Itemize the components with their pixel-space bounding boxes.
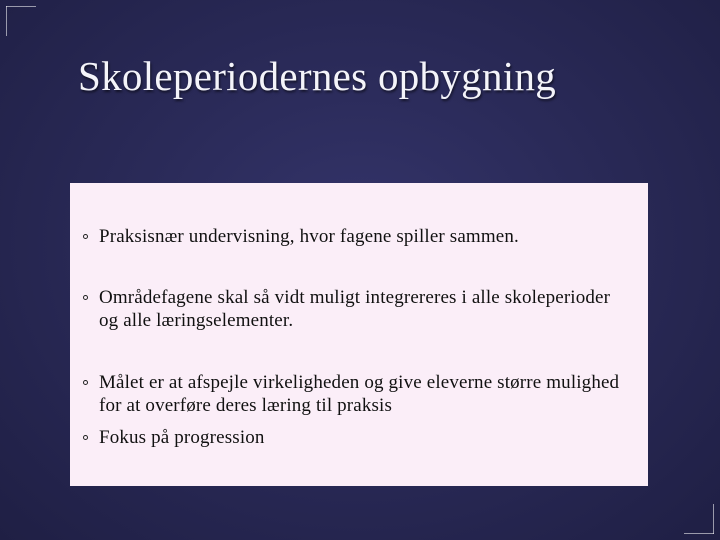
frame-bottom-right-horizontal: [684, 533, 714, 534]
hollow-circle-icon: [83, 435, 88, 440]
bullet-text: Områdefagene skal så vidt muligt integrereres i alle skoleperioder og alle læringselementer.: [99, 287, 611, 331]
slide-title: Skoleperiodernes opbygning: [78, 53, 557, 99]
bullet-text: Praksisnær undervisning, hvor fagene spiller sammen.: [99, 226, 519, 247]
frame-bottom-right-vertical: [713, 504, 714, 534]
content-box: [70, 183, 648, 486]
hollow-circle-icon: [83, 380, 88, 385]
frame-top-left-vertical: [6, 6, 7, 36]
hollow-circle-icon: [83, 295, 88, 300]
frame-top-left-horizontal: [6, 6, 36, 7]
bullet-text: Målet er at afspejle virkeligheden og give eleverne større mulighed for at overføre deres læring til praksis: [99, 372, 620, 416]
hollow-circle-icon: [83, 234, 88, 239]
bullet-text: Fokus på progression: [99, 427, 265, 448]
